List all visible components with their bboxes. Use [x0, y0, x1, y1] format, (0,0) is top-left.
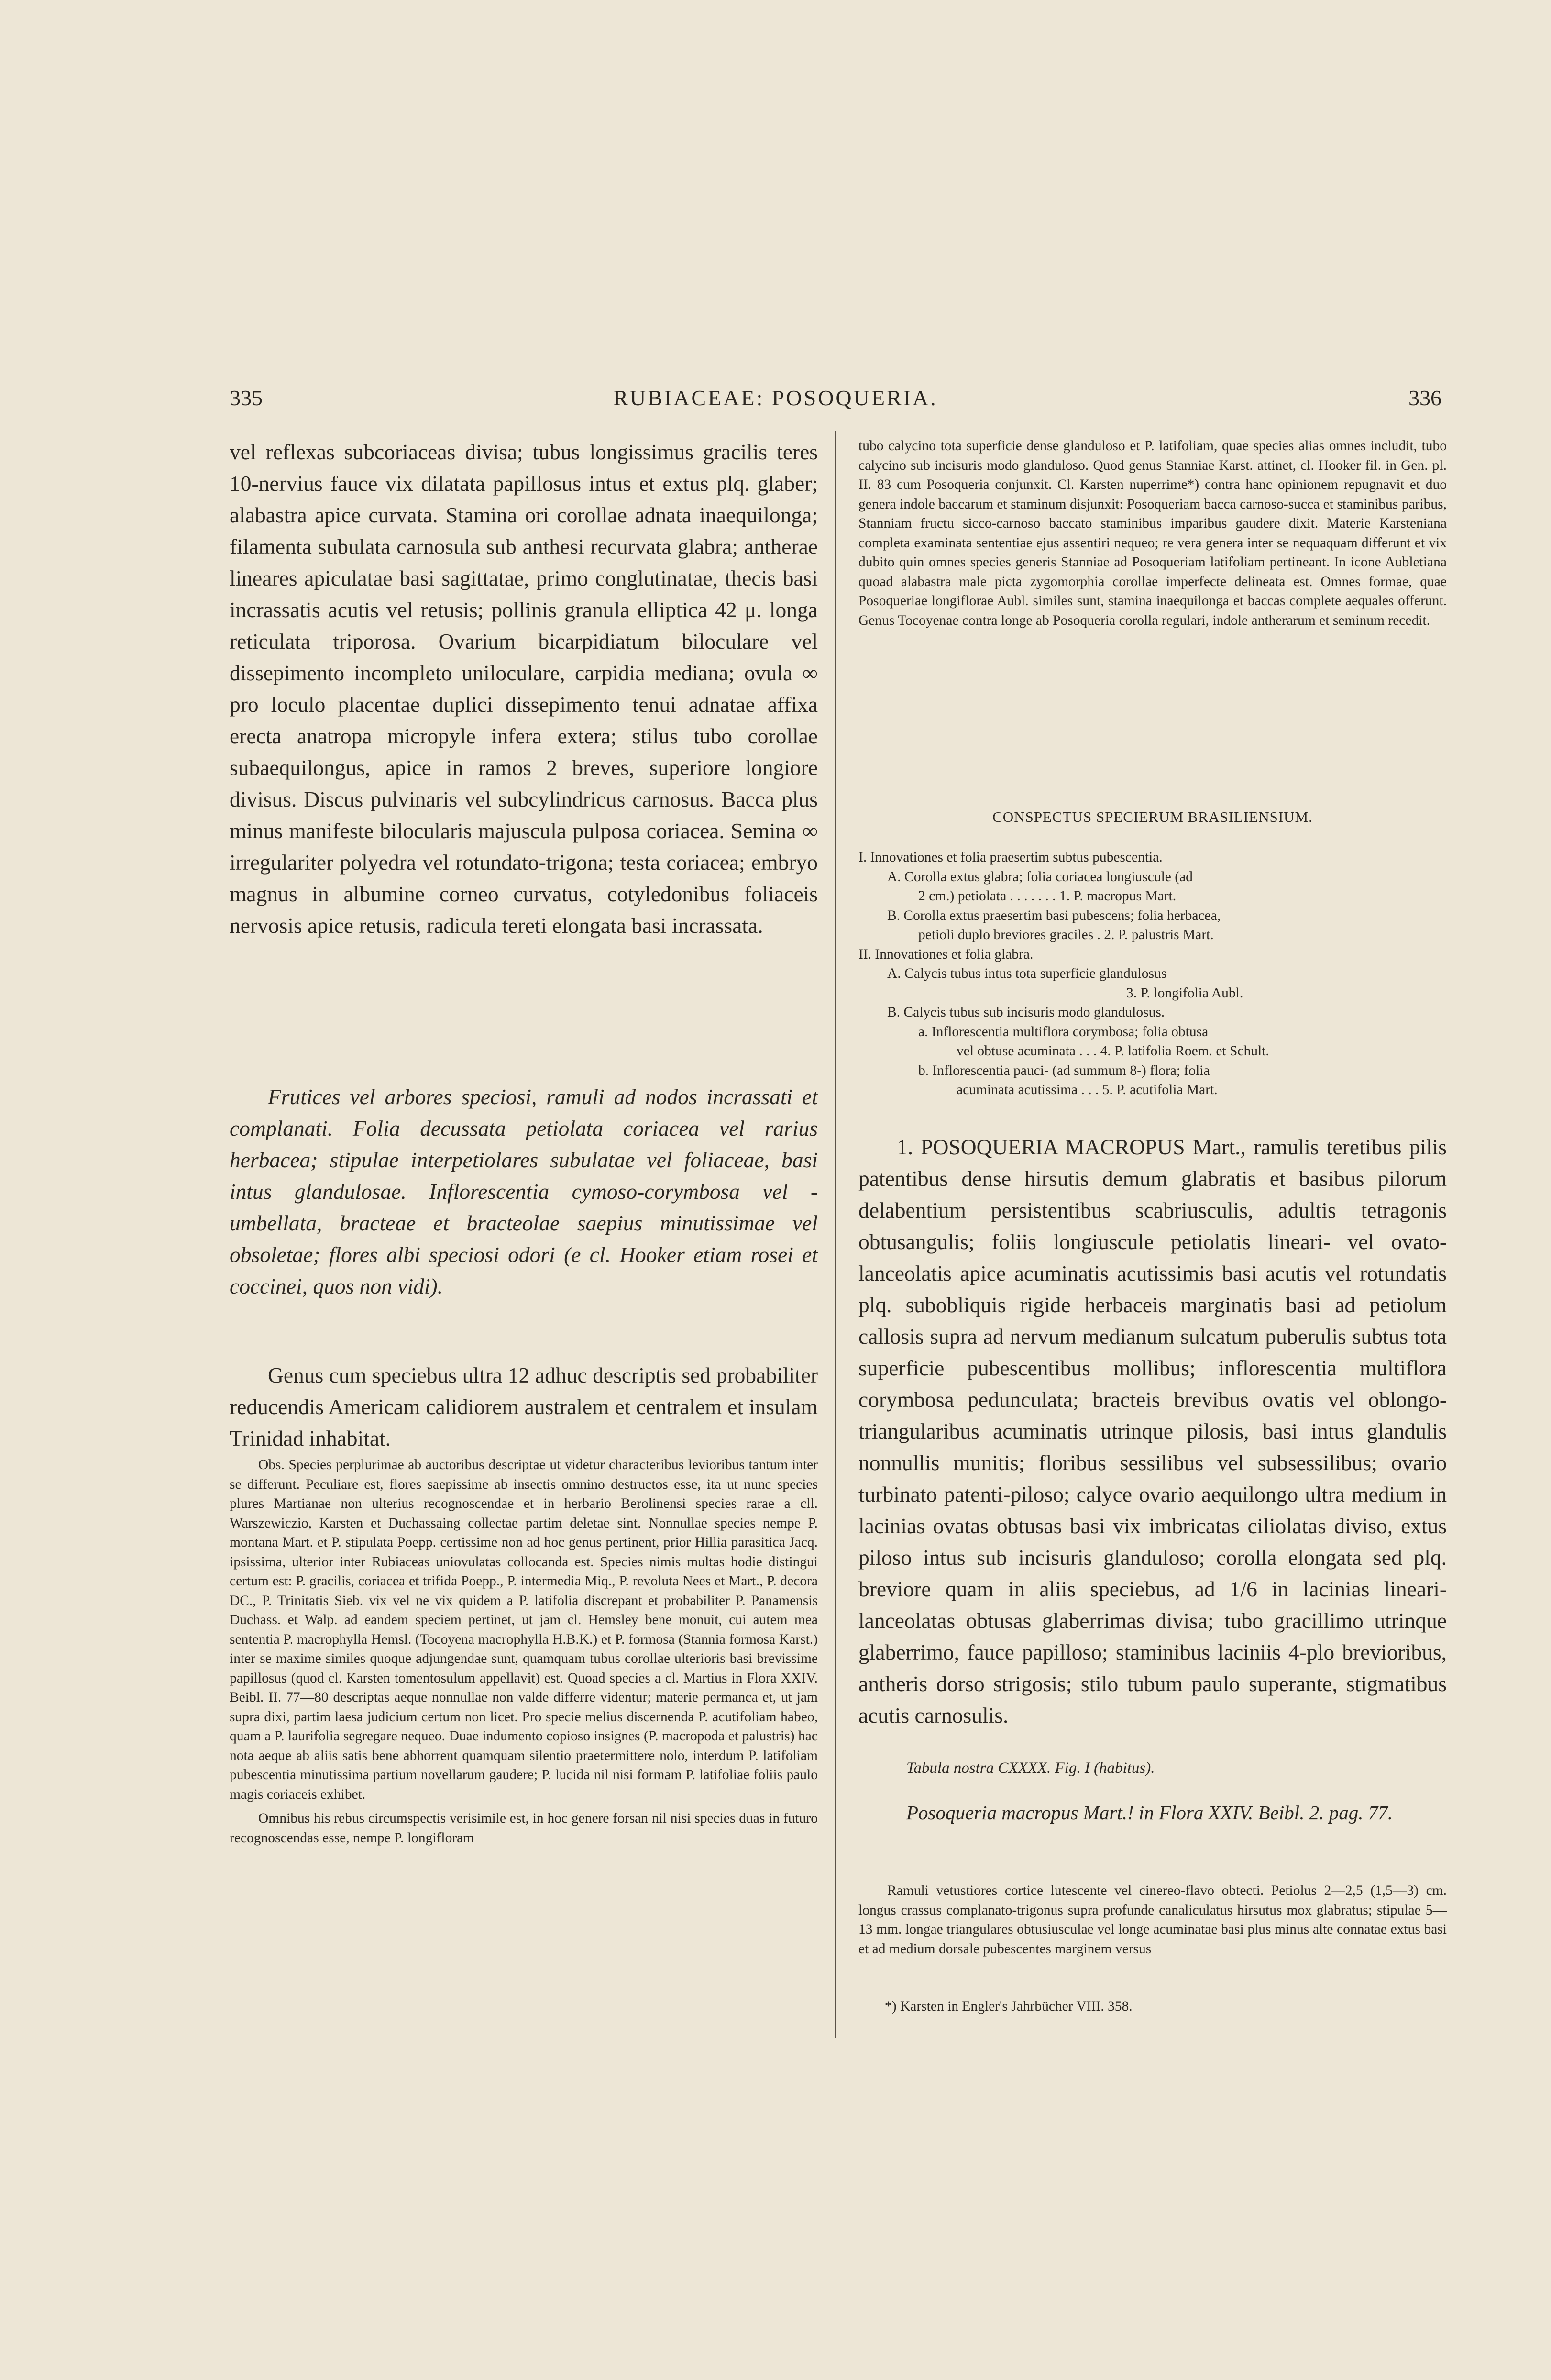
right-column-discussion — [858, 436, 1447, 630]
key-row: A. Calycis tubus intus tota superficie glandulosus — [887, 966, 1167, 981]
left-column-description — [230, 436, 818, 941]
habit-paragraph: Frutices vel arbores speciosi, ramuli ad nodos incrassati et complanati. Folia decussata petiolata coriacea vel rarius herbacea; stipulae interpetiolares subulatae vel foliaceae, basi intus glandulosae. Inflorescentia cymoso-corymbosa vel -umbellata, bracteae et bracteolae saepius minutissimae vel obsoletae; flores albi speciosi odori (e cl. Hooker etiam rosei et coccinei, quos non vidi). — [230, 1085, 818, 1298]
key-row: b. Inflorescentia pauci- (ad summum 8-) flora; folia — [918, 1063, 1210, 1078]
key-row: acuminata acutissima . . . 5. P. acutifolia Mart. — [957, 1082, 1218, 1097]
key-row: petioli duplo breviores graciles . 2. P. palustris Mart. — [918, 927, 1214, 942]
page-number-left: 335 — [230, 386, 263, 410]
species-key — [858, 848, 1447, 1100]
left-column-distribution — [230, 1360, 818, 1454]
key-row: vel obtuse acuminata . . . 4. P. latifolia Roem. et Schult. — [957, 1043, 1269, 1059]
key-row: 2 cm.) petiolata . . . . . . . 1. P. macropus Mart. — [918, 888, 1177, 904]
key-row: 3. P. longifolia Aubl. — [1126, 985, 1243, 1001]
branch-description — [858, 1881, 1447, 1959]
literature-citation: Posoqueria macropus Mart.! in Flora XXIV. Beibl. 2. pag. 77. — [906, 1802, 1393, 1824]
footnote: *) Karsten in Engler's Jahrbücher VIII. 358. — [885, 1999, 1133, 2014]
key-row: B. Corolla extus praesertim basi pubescens; folia herbacea, — [887, 908, 1221, 923]
observation-paragraph: Obs. Species perplurimae ab auctoribus descriptae ut videtur characteribus levioribus tantum inter se differunt. Peculiare est, flores saepissime ab insectis omnino destructos esse, ita ut nunc species plures Martianae non ulterius recognoscendae et in herbario Berolinensi species rarae a cll. Warszewiczio, Karsten et Duchassaing collectae partim deletae sint. Nonnullae species nempe P. montana Mart. et P. stipulata Poepp. certissime non ad hoc genus pertinent, prior Hillia parasitica Jacq. ipsissima, ulterior inter Rubiaceas uniovulatas collocanda est. Species nimis multas hodie distingui certum est: P. gracilis, coriacea et trifida Poepp., P. intermedia Miq., P. revoluta Nees et Mart., P. decora DC., P. Trinitatis Sieb. vix vel ne vix quidem a P. latifolia discrepant et probabiliter P. Panamensis Duchass. et Walp. ad eandem speciem pertinet, ut jam cl. Hemsley bene monuit, cui autem mea sententia P. macrophylla Hemsl. (Tocoyena macrophylla H.B.K.) et P. formosa (Stannia formosa Karst.) inter se maxime similes quoque adjungendae sunt, quamquam tubus corollae ulterioris basi brevissime papillosus (quod cl. Karsten tomentosulum appellavit) est. Quoad species a cl. Martius in Flora XXIV. Beibl. II. 77—80 descriptas aeque nonnullae non valde differre videntur; materie permanca et, ut jam supra dixi, partim laesa judicium certum non licet. Pro specie melius discernenda P. acutifoliam habeo, quam a P. laurifolia segregare nequeo. Duae indumento copioso insignes (P. macropoda et palustris) hac nota aeque ab aliis satis bene abhorrent quamquam silentio praetermittere nolo, interdum P. latifoliam pubescentia minutissima partium novellarum gaudere; P. lucida nil nisi formam P. latifoliae foliis paulo magis coriaceis exhibet. — [230, 1457, 818, 1802]
key-row: a. Inflorescentia multiflora corymbosa; folia obtusa — [918, 1024, 1209, 1040]
left-column-habit — [230, 1081, 818, 1302]
running-title: RUBIACEAE: POSOQUERIA. — [613, 386, 938, 410]
genus-discussion-paragraph: tubo calycino tota superficie dense glanduloso et P. latifoliam, quae species alias omnes includit, tubo calycino sub incisuris modo glanduloso. Quod genus Stanniae Karst. attinet, cl. Hooker fil. in Gen. pl. II. 83 cum Posoqueria conjunxit. Cl. Karsten nuperrime*) contra hanc opinionem repugnavit et duo genera indole baccarum et staminum disjunxit: Posoqueriam bacca carnoso-succa et staminibus paribus, Stanniam fructu sicco-carnoso baccato staminibus imparibus gaudere dixit. Materie Karsteniana completa examinata sententiae ejus assentiri nequeo; re vera genera inter se nequaquam differunt et vix dubito quin omnes species generis Stanniae ad Posoqueriam latifoliam pertineant. In icone Aubletiana quoad alabastra male picta zygomorphia corollae imperfecte delineata est. Omnes formae, quae Posoqueriae longiflorae Aubl. similes sunt, stamina inaequilonga et baccas complete aequales offerunt. Genus Tocoyenae contra longe ab Posoqueria corolla regulari, indole antherarum et seminum recedit. — [858, 438, 1447, 628]
running-header — [0, 385, 1551, 419]
key-row: I. Innovationes et folia praesertim subtus pubescentia. — [858, 850, 1163, 865]
page-number-right: 336 — [1408, 386, 1441, 410]
plate-reference: Tabula nostra CXXXX. Fig. I (habitus). — [906, 1760, 1155, 1777]
genus-description-paragraph: vel reflexas subcoriaceas divisa; tubus longissimus gracilis teres 10-nervius fauce vix dilatata papillosus intus et extus plq. glaber; alabastra apice curvata. Stamina ori corollae adnata inaequilonga; filamenta subulata carnosula sub anthesi recurvata glabra; antherae lineares apiculatae basi sagittatae, primo conglutinatae, thecis basi incrassatis acutis vel retusis; pollinis granula elliptica 42 μ. longa reticulata triporosa. Ovarium bicarpidiatum biloculare vel dissepimento incompleto uniloculare, carpidia mediana; ovula ∞ pro loculo placentae duplici dissepimento tenui adnatae affixa erecta anatropa micropyle infera extera; stilus tubo corollae subaequilongus, apice in ramos 2 breves, superiore longiore divisus. Discus pulvinaris vel subcylindricus carnosus. Bacca plus minus manifeste bilocularis majuscula pulposa coriacea. Semina ∞ irregulariter polyedra vel rotundato-trigona; testa coriacea; embryo magnus in albumine corneo curvatus, cotyledonibus foliaceis nervosis apice retusis, radicula tereti elongata basi incrassata. — [230, 440, 818, 938]
left-column-observations — [230, 1455, 818, 1848]
species-paragraph: 1. POSOQUERIA MACROPUS Mart., ramulis teretibus pilis patentibus dense hirsutis demum glabratis et basibus pilorum delabentium persistentibus scabriusculis, adultis tetragonis obtusangulis; foliis longiuscule petiolatis lineari- vel ovato-lanceolatis apice acuminatis acutissimis basi acutis vel rotundatis plq. subobliquis rigide herbaceis marginatis basi ad petiolum callosis supra ad nervum medianum sulcatum puberulis subtus tota superficie pubescentibus mollibus; inflorescentia multiflora corymbosa pedunculata; bracteis brevibus ovatis vel oblongo-triangularibus acuminatis utrinque pilosis, basi intus glandulis nonnullis munitis; floribus sessilibus vel subsessilibus; ovario turbinato patenti-piloso; calyce ovario aequilongo ultra medium in lacinias ovatas obtusas basi vix imbricatas ciliolatas diviso, extus piloso intus sub incisuris glanduloso; corolla elongata sed plq. breviore quam in aliis speciebus, ad 1/6 in lacinias lineari-lanceolatas obtusas glaberrimas divisa; tubo gracillimo utrinque glaberrimo, fauce papilloso; staminibus laciniis 4-plo brevioribus, antheris dorso strigosis; stilo tubum paulo superante, stigmatibus acutis carnosulis. — [858, 1135, 1447, 1727]
key-row: B. Calycis tubus sub incisuris modo glandulosus. — [887, 1005, 1165, 1020]
species-description — [858, 1131, 1447, 1731]
column-divider — [835, 431, 836, 2038]
key-row: II. Innovationes et folia glabra. — [858, 946, 1034, 962]
observation-conclusion: Omnibus his rebus circumspectis verisimile est, in hoc genere forsan nil nisi species duas in futuro recognoscendas esse, nempe P. longifloram — [230, 1811, 818, 1846]
conspectus-heading: CONSPECTUS SPECIERUM BRASILIENSIUM. — [992, 808, 1313, 825]
distribution-paragraph: Genus cum speciebus ultra 12 adhuc descriptis sed probabiliter reducendis Americam calidiorem australem et centralem et insulam Trinidad inhabitat. — [230, 1363, 818, 1450]
branch-paragraph: Ramuli vetustiores cortice lutescente vel cinereo-flavo obtecti. Petiolus 2—2,5 (1,5—3) cm. longus crassus complanato-trigonus supra profunde canaliculatus hirsutus mox glabratus; stipulae 5—13 mm. longae triangulares obtusiusculae vel longe acuminatae basi plus minus alte connatae extus basi et ad medium dorsale pubescentes marginem versus — [858, 1883, 1447, 1957]
key-row: A. Corolla extus glabra; folia coriacea longiuscule (ad — [887, 869, 1193, 885]
